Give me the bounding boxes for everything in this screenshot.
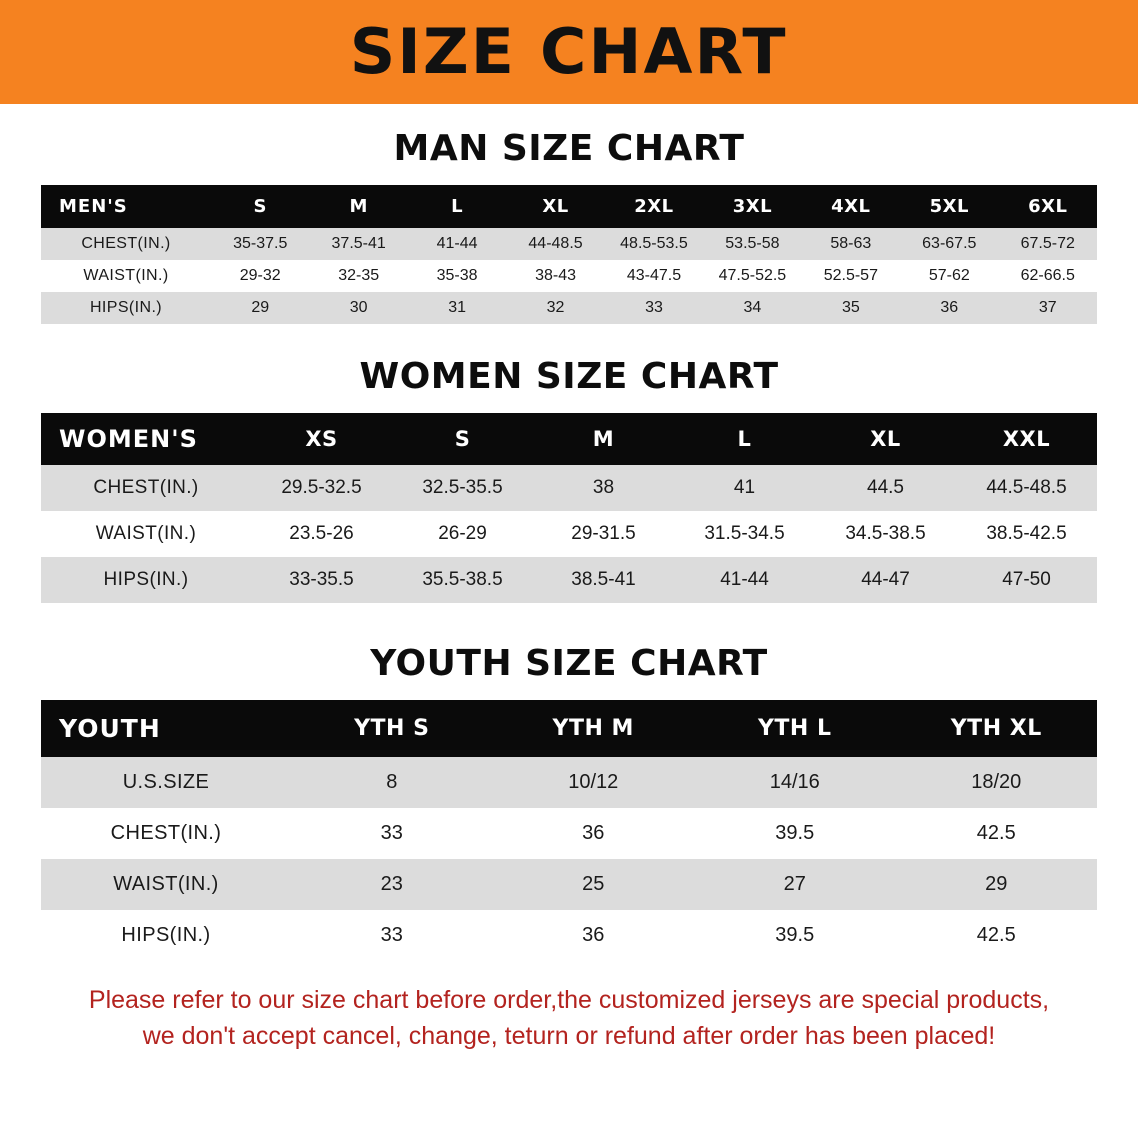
youth-waist-m: 25 bbox=[493, 859, 695, 910]
table-row bbox=[41, 859, 1097, 910]
women-chest-xs: 29.5-32.5 bbox=[251, 465, 392, 511]
women-hips-xs: 33-35.5 bbox=[251, 557, 392, 603]
table-row bbox=[41, 808, 1097, 859]
men-hips-m: 30 bbox=[309, 292, 407, 324]
man-section-title: MAN SIZE CHART bbox=[393, 128, 745, 169]
women-chest-m: 38 bbox=[533, 465, 674, 511]
men-chest-m: 37.5-41 bbox=[309, 228, 407, 260]
men-header-s: S bbox=[211, 185, 309, 228]
women-chest-s: 32.5-35.5 bbox=[392, 465, 533, 511]
women-header-xxl: XXL bbox=[956, 413, 1097, 465]
women-chest-xxl: 44.5-48.5 bbox=[956, 465, 1097, 511]
women-hips-xxl: 47-50 bbox=[956, 557, 1097, 603]
table-row bbox=[41, 228, 1097, 260]
youth-hips-m: 36 bbox=[493, 910, 695, 961]
table-row bbox=[41, 910, 1097, 961]
disclaimer-line-2: we don't accept cancel, change, teturn or refund after order has been placed! bbox=[142, 1021, 996, 1050]
table-row bbox=[41, 757, 1097, 808]
men-waist-2xl: 43-47.5 bbox=[605, 260, 703, 292]
youth-chest-xl: 42.5 bbox=[896, 808, 1098, 859]
table-header-row bbox=[41, 413, 1097, 465]
youth-ussize-l: 14/16 bbox=[694, 757, 896, 808]
youth-ussize-s: 8 bbox=[291, 757, 493, 808]
youth-hips-l: 39.5 bbox=[694, 910, 896, 961]
men-row-label-chest: CHEST(IN.) bbox=[41, 228, 211, 260]
men-hips-3xl: 34 bbox=[703, 292, 801, 324]
women-waist-m: 29-31.5 bbox=[533, 511, 674, 557]
women-chest-xl: 44.5 bbox=[815, 465, 956, 511]
man-size-table bbox=[41, 185, 1097, 324]
table-row bbox=[41, 511, 1097, 557]
men-hips-l: 31 bbox=[408, 292, 506, 324]
table-row bbox=[41, 260, 1097, 292]
table-header-row bbox=[41, 700, 1097, 757]
men-chest-2xl: 48.5-53.5 bbox=[605, 228, 703, 260]
youth-row-label-ussize: U.S.SIZE bbox=[41, 757, 291, 808]
table-row bbox=[41, 292, 1097, 324]
men-hips-2xl: 33 bbox=[605, 292, 703, 324]
youth-row-label-hips: HIPS(IN.) bbox=[41, 910, 291, 961]
youth-row-label-waist: WAIST(IN.) bbox=[41, 859, 291, 910]
men-header-2xl: 2XL bbox=[605, 185, 703, 228]
youth-section-title: YOUTH SIZE CHART bbox=[370, 643, 768, 684]
youth-waist-xl: 29 bbox=[896, 859, 1098, 910]
youth-chest-l: 39.5 bbox=[694, 808, 896, 859]
youth-header-yth-xl: YTH XL bbox=[896, 700, 1098, 757]
women-section-title: WOMEN SIZE CHART bbox=[359, 356, 779, 397]
youth-hips-s: 33 bbox=[291, 910, 493, 961]
men-waist-4xl: 52.5-57 bbox=[802, 260, 900, 292]
women-header-label: WOMEN'S bbox=[41, 413, 251, 465]
women-row-label-hips: HIPS(IN.) bbox=[41, 557, 251, 603]
women-waist-xs: 23.5-26 bbox=[251, 511, 392, 557]
men-waist-3xl: 47.5-52.5 bbox=[703, 260, 801, 292]
men-hips-6xl: 37 bbox=[999, 292, 1098, 324]
men-chest-3xl: 53.5-58 bbox=[703, 228, 801, 260]
youth-header-yth-m: YTH M bbox=[493, 700, 695, 757]
men-waist-5xl: 57-62 bbox=[900, 260, 998, 292]
women-row-label-waist: WAIST(IN.) bbox=[41, 511, 251, 557]
women-row-label-chest: CHEST(IN.) bbox=[41, 465, 251, 511]
men-header-label: MEN'S bbox=[41, 185, 211, 228]
men-hips-5xl: 36 bbox=[900, 292, 998, 324]
men-hips-s: 29 bbox=[211, 292, 309, 324]
men-waist-s: 29-32 bbox=[211, 260, 309, 292]
men-waist-xl: 38-43 bbox=[506, 260, 604, 292]
youth-header-label: YOUTH bbox=[41, 700, 291, 757]
men-header-m: M bbox=[309, 185, 407, 228]
youth-header-yth-s: YTH S bbox=[291, 700, 493, 757]
men-waist-m: 32-35 bbox=[309, 260, 407, 292]
men-header-3xl: 3XL bbox=[703, 185, 801, 228]
women-waist-xl: 34.5-38.5 bbox=[815, 511, 956, 557]
women-hips-l: 41-44 bbox=[674, 557, 815, 603]
youth-row-label-chest: CHEST(IN.) bbox=[41, 808, 291, 859]
men-header-5xl: 5XL bbox=[900, 185, 998, 228]
youth-size-table bbox=[41, 700, 1097, 961]
men-hips-xl: 32 bbox=[506, 292, 604, 324]
men-chest-4xl: 58-63 bbox=[802, 228, 900, 260]
man-size-table-wrap bbox=[41, 185, 1097, 324]
youth-waist-s: 23 bbox=[291, 859, 493, 910]
banner bbox=[0, 0, 1138, 104]
women-header-l: L bbox=[674, 413, 815, 465]
women-header-xs: XS bbox=[251, 413, 392, 465]
women-size-table-wrap bbox=[41, 413, 1097, 603]
women-waist-s: 26-29 bbox=[392, 511, 533, 557]
youth-hips-xl: 42.5 bbox=[896, 910, 1098, 961]
men-waist-l: 35-38 bbox=[408, 260, 506, 292]
table-row bbox=[41, 557, 1097, 603]
men-header-6xl: 6XL bbox=[999, 185, 1098, 228]
men-chest-l: 41-44 bbox=[408, 228, 506, 260]
women-header-m: M bbox=[533, 413, 674, 465]
disclaimer-line-1: Please refer to our size chart before order,the customized jerseys are special products, bbox=[88, 986, 1050, 1014]
women-hips-xl: 44-47 bbox=[815, 557, 956, 603]
women-chest-l: 41 bbox=[674, 465, 815, 511]
youth-size-table-wrap bbox=[41, 700, 1097, 961]
youth-chest-s: 33 bbox=[291, 808, 493, 859]
men-header-l: L bbox=[408, 185, 506, 228]
table-row bbox=[41, 465, 1097, 511]
men-chest-5xl: 63-67.5 bbox=[900, 228, 998, 260]
men-hips-4xl: 35 bbox=[802, 292, 900, 324]
youth-waist-l: 27 bbox=[694, 859, 896, 910]
table-header-row bbox=[41, 185, 1097, 228]
men-chest-xl: 44-48.5 bbox=[506, 228, 604, 260]
men-row-label-waist: WAIST(IN.) bbox=[41, 260, 211, 292]
youth-ussize-xl: 18/20 bbox=[896, 757, 1098, 808]
youth-chest-m: 36 bbox=[493, 808, 695, 859]
men-chest-6xl: 67.5-72 bbox=[999, 228, 1098, 260]
men-header-4xl: 4XL bbox=[802, 185, 900, 228]
women-hips-s: 35.5-38.5 bbox=[392, 557, 533, 603]
women-waist-xxl: 38.5-42.5 bbox=[956, 511, 1097, 557]
women-header-s: S bbox=[392, 413, 533, 465]
women-header-xl: XL bbox=[815, 413, 956, 465]
men-waist-6xl: 62-66.5 bbox=[999, 260, 1098, 292]
men-header-xl: XL bbox=[506, 185, 604, 228]
disclaimer-note bbox=[39, 983, 1099, 1054]
women-waist-l: 31.5-34.5 bbox=[674, 511, 815, 557]
youth-header-yth-l: YTH L bbox=[694, 700, 896, 757]
page-title: SIZE CHART bbox=[350, 15, 788, 88]
men-chest-s: 35-37.5 bbox=[211, 228, 309, 260]
women-size-table bbox=[41, 413, 1097, 603]
men-row-label-hips: HIPS(IN.) bbox=[41, 292, 211, 324]
youth-ussize-m: 10/12 bbox=[493, 757, 695, 808]
women-hips-m: 38.5-41 bbox=[533, 557, 674, 603]
